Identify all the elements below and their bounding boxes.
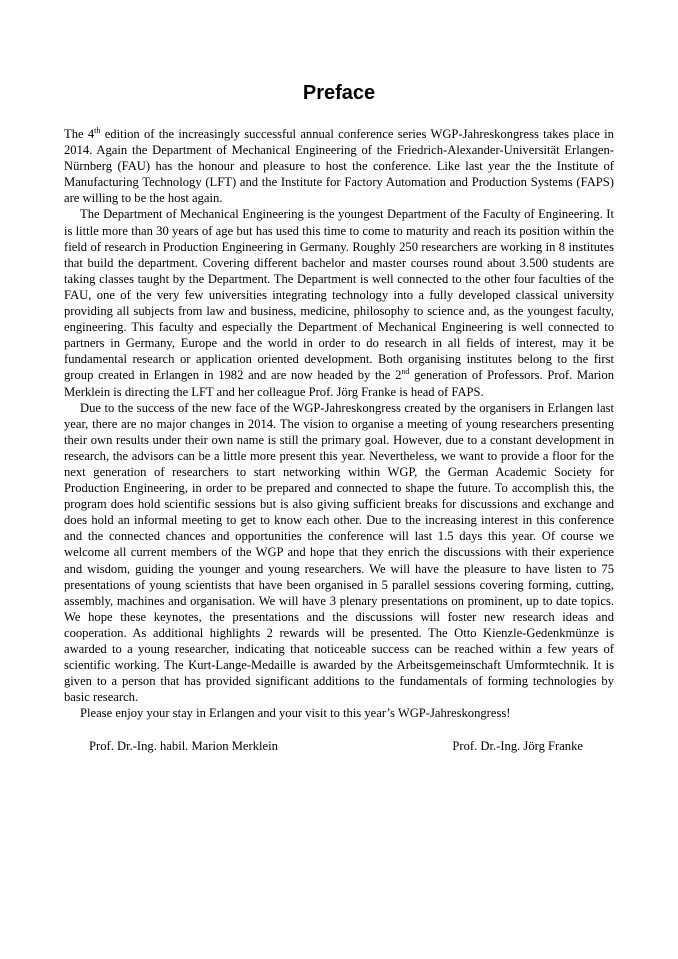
ordinal-suffix: nd	[401, 367, 410, 377]
paragraph-department	[64, 206, 614, 399]
paragraph-closing: Please enjoy your stay in Erlangen and your visit to this year’s WGP-Jahreskongress!	[80, 706, 511, 721]
page-title: Preface	[302, 82, 376, 104]
paragraph-intro-text-a: The 4	[64, 127, 95, 141]
signature-franke: Prof. Dr.-Ing. Jörg Franke	[452, 739, 583, 753]
ordinal-suffix: th	[94, 126, 101, 135]
paragraph-department-text-b: generation of Professors. Prof. Marion Merklein is directing the LFT and her colleague Prof. Jörg Franke is head of FAPS.	[64, 368, 614, 399]
preface-body	[64, 126, 614, 721]
paragraph-intro	[64, 126, 614, 206]
paragraph-department-text-a: The Department of Mechanical Engineering is the youngest Department of the Faculty of Engineering. It is little more than 30 years of age but has used this time to come to maturity and reach its position within the field of research in Production Engineering in Germany. Roughly 250 researchers are working in 8 institutes that build the department. Covering different bachelor and master courses round about 3.500 students are taking classes taught by the Department. The Department is well connected to the other four faculties of the FAU, one of the very few universities integrating technology into a fully developed classical university providing all subjects from law and business, medicine, philosophy to science and, as the youngest faculty, engineering. This faculty and especially the Department of Mechanical Engineering is well connected to partners in Germany, Europe and the world in order to do research in all fields of interest, may it be fundamental research or application oriented development. Both organising institutes belong to the first group created in Erlangen in 1982 and are now headed by the 2	[64, 207, 614, 383]
signature-block	[89, 738, 583, 756]
paragraph-conference: Due to the success of the new face of the WGP-Jahreskongress created by the organisers in Erlangen last year, there are no major changes in 2014. The vision to organise a meeting of young researchers presenting their own results under their own name is still the primary goal. However, due to a constant development in research, the advisors can be a little more present this year. Nevertheless, we want to provide a floor for the next generation of researchers to start networking within WGP, the German Academic Society for Production Engineering, in order to be prepared and connected to shape the future. To accomplish this, the program does hold scientific sessions but is also giving sufficient breaks for discussions and exchange and does hold an informal meeting to get to know each other. Due to the increasing interest in this conference and the connected chances and opportunities the conference will last 1.5 days this year. Of course we welcome all current members of the WGP and hope that they enrich the discussions with their experience and wisdom, guiding the younger and young researchers. We will have the pleasure to have listen to 75 presentations of young scientists that have been organised in 5 parallel sessions covering forming, cutting, assembly, machines and organisation. We will have 3 plenary presentations on prominent, up to date topics. We hope these keynotes, the presentations and the discussions will foster new research ideas and cooperation. As additional highlights 2 rewards will be presented. The Otto Kienzle-Gedenkmünze is awarded to a young researcher, indicating that noticeable success can be reached within a few years of scientific working. The Kurt-Lange-Medaille is awarded by the Arbeitsgemeinschaft Umformtechnik. It is given to a person that has provided significant additions to the fundamentals of forming technologies by basic research.	[64, 400, 614, 705]
paragraph-intro-text-b: edition of the increasingly successful annual conference series WGP-Jahreskongress takes place in 2014. Again the Department of Mechanical Engineering of the Friedrich-Alexander-Universität Erlangen-Nürnberg (FAU) has the honour and pleasure to host the conference. Like last year the the Institute of Manufacturing Technology (LFT) and the Institute for Factory Automation and Production Systems (FAPS) are willing to be the host again.	[64, 127, 614, 206]
signature-merklein: Prof. Dr.-Ing. habil. Marion Merklein	[89, 739, 278, 753]
